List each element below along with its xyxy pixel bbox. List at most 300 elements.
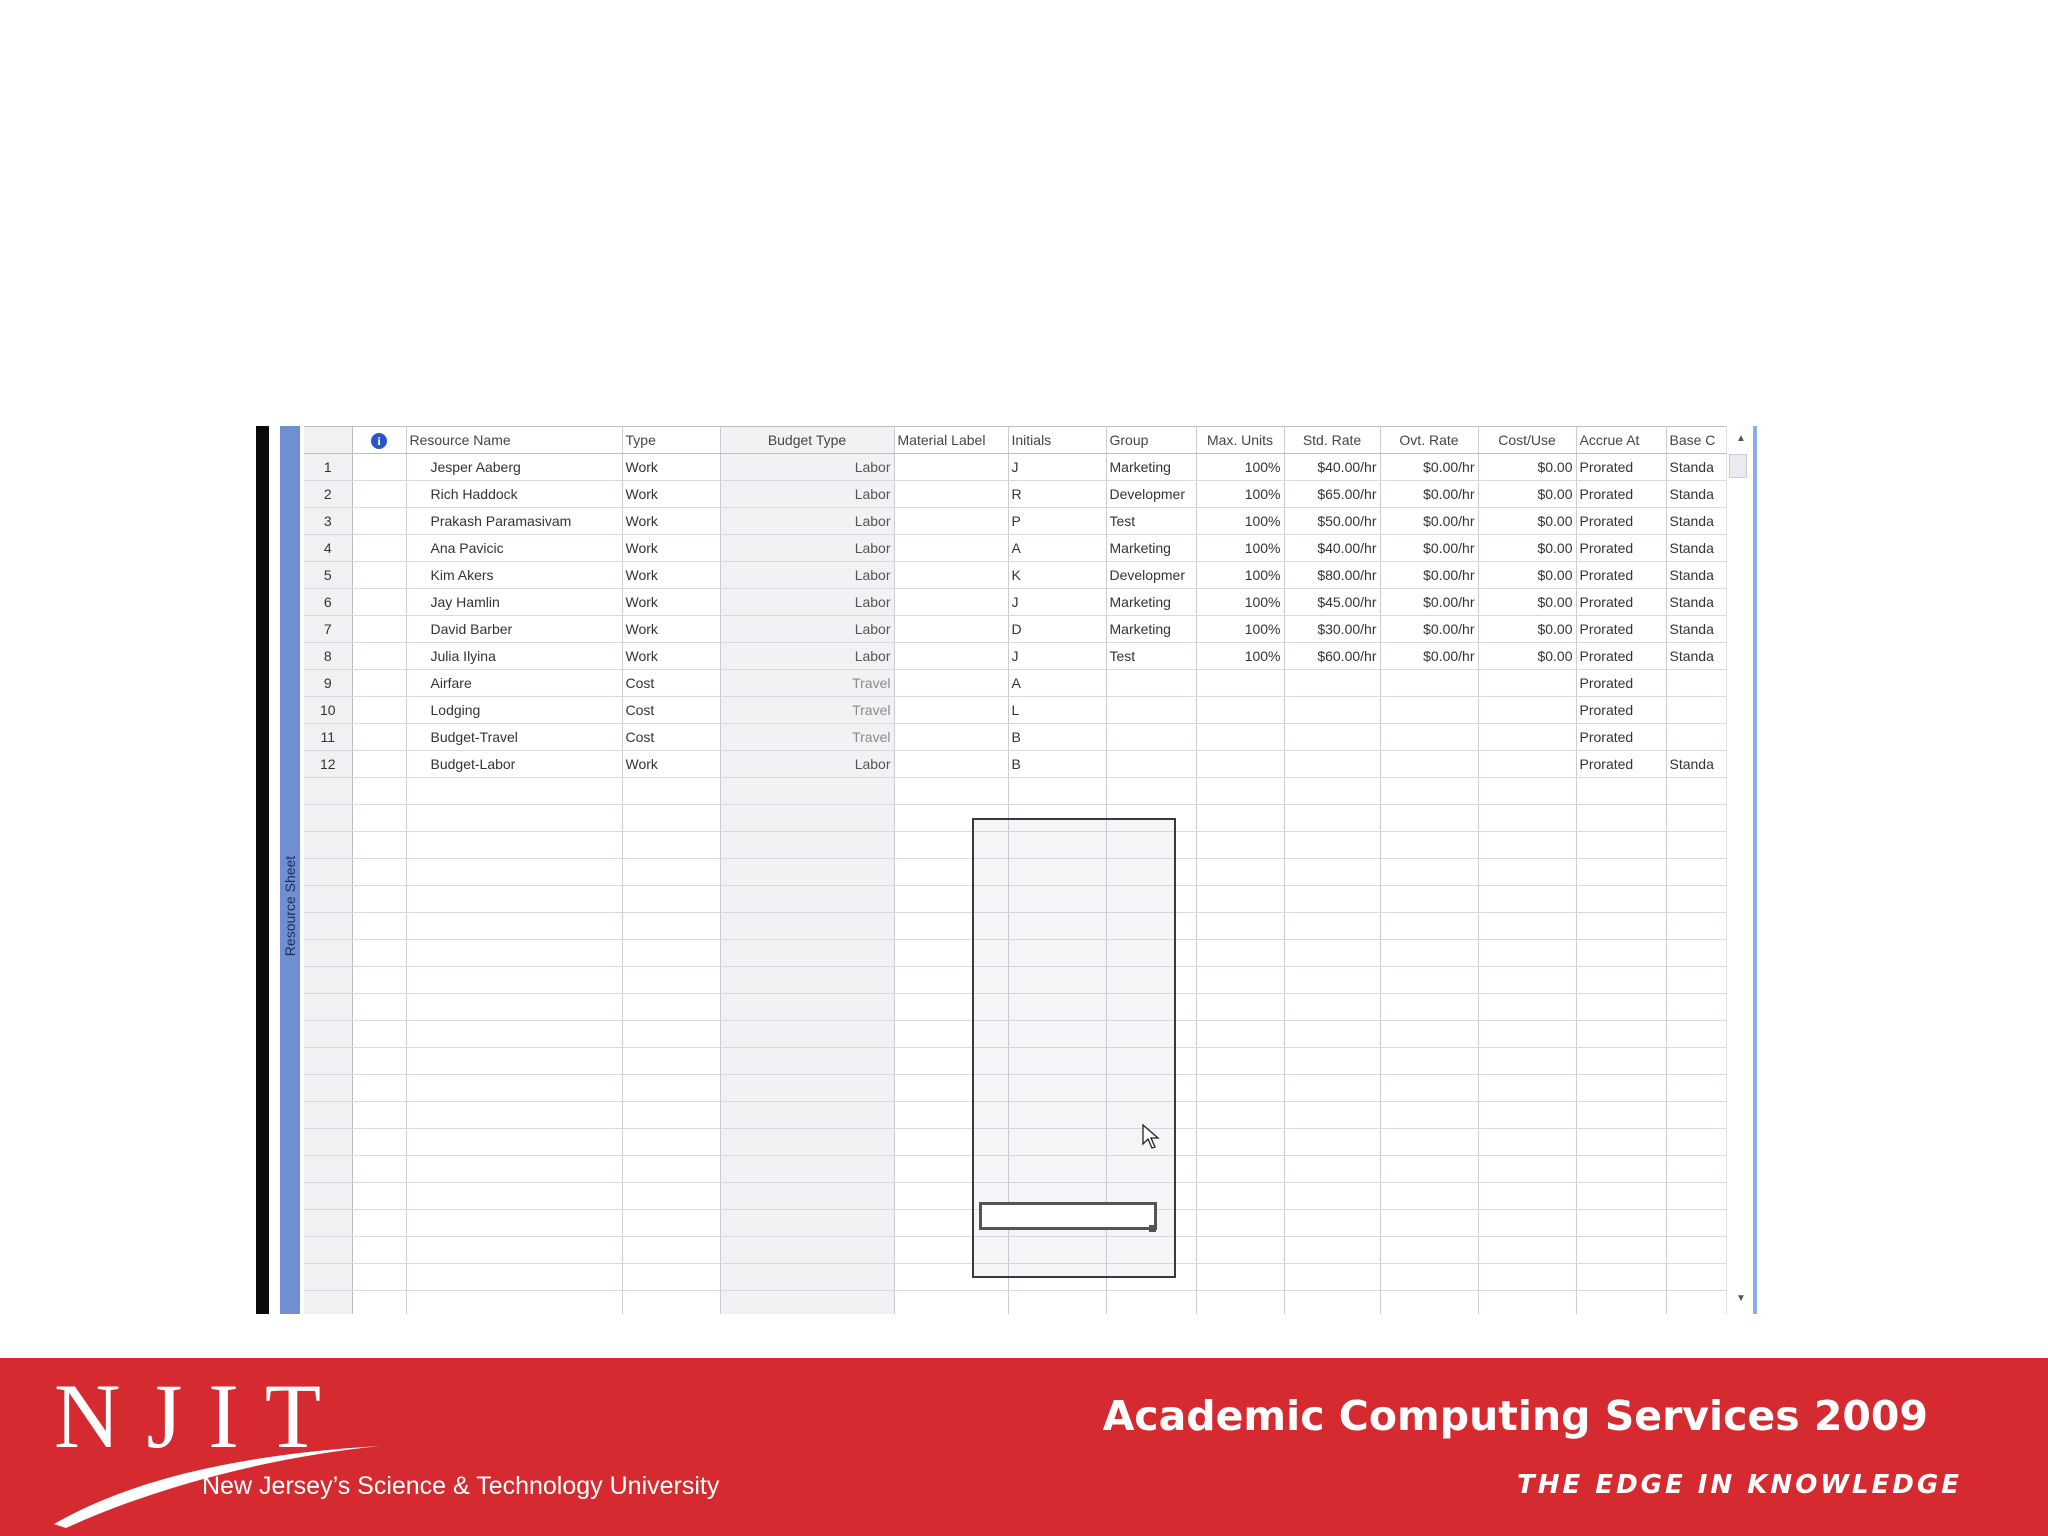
cell-group[interactable]: Developmer xyxy=(1106,562,1196,589)
cell-resource-name[interactable]: Jesper Aaberg xyxy=(406,454,622,481)
cell-material-label[interactable] xyxy=(894,967,1008,994)
cell-cost-use[interactable] xyxy=(1478,1237,1576,1264)
cell-cost-use[interactable]: $0.00 xyxy=(1478,562,1576,589)
cell-std-rate[interactable] xyxy=(1284,1183,1380,1210)
cell-resource-name[interactable]: Kim Akers xyxy=(406,562,622,589)
table-row[interactable] xyxy=(304,751,1728,778)
cell-indicators[interactable] xyxy=(352,805,406,832)
cell-type[interactable] xyxy=(622,1021,720,1048)
cell-resource-name[interactable]: Lodging xyxy=(406,697,622,724)
cell-material-label[interactable] xyxy=(894,751,1008,778)
cell-material-label[interactable] xyxy=(894,697,1008,724)
table-row[interactable] xyxy=(304,1291,1728,1315)
cell-max-units[interactable] xyxy=(1196,1156,1284,1183)
cell-cost-use[interactable]: $0.00 xyxy=(1478,454,1576,481)
cell-resource-name[interactable]: Ana Pavicic xyxy=(406,535,622,562)
cell-indicators[interactable] xyxy=(352,616,406,643)
cell-group[interactable] xyxy=(1106,1264,1196,1291)
cell-budget-type[interactable]: Travel xyxy=(720,697,894,724)
column-header-base-calendar[interactable]: Base C xyxy=(1666,427,1728,454)
cell-budget-type[interactable] xyxy=(720,1129,894,1156)
cell-max-units[interactable]: 100% xyxy=(1196,481,1284,508)
row-number[interactable] xyxy=(304,1129,352,1156)
column-header-max-units[interactable]: Max. Units xyxy=(1196,427,1284,454)
cell-indicators[interactable] xyxy=(352,1183,406,1210)
cell-indicators[interactable] xyxy=(352,1048,406,1075)
cell-base-calendar[interactable] xyxy=(1666,886,1728,913)
cell-std-rate[interactable] xyxy=(1284,751,1380,778)
table-row[interactable] xyxy=(304,778,1728,805)
cell-cost-use[interactable] xyxy=(1478,832,1576,859)
cell-initials[interactable] xyxy=(1008,994,1106,1021)
cell-material-label[interactable] xyxy=(894,994,1008,1021)
cell-accrue-at[interactable] xyxy=(1576,1048,1666,1075)
cell-material-label[interactable] xyxy=(894,535,1008,562)
cell-cost-use[interactable] xyxy=(1478,1210,1576,1237)
cell-type[interactable] xyxy=(622,1048,720,1075)
cell-group[interactable] xyxy=(1106,697,1196,724)
cell-group[interactable] xyxy=(1106,967,1196,994)
cell-resource-name[interactable]: David Barber xyxy=(406,616,622,643)
table-row[interactable] xyxy=(304,886,1728,913)
cell-accrue-at[interactable] xyxy=(1576,1129,1666,1156)
table-row[interactable] xyxy=(304,940,1728,967)
table-row[interactable] xyxy=(304,1048,1728,1075)
cell-base-calendar[interactable]: Standa xyxy=(1666,508,1728,535)
cell-accrue-at[interactable] xyxy=(1576,994,1666,1021)
cell-budget-type[interactable] xyxy=(720,1264,894,1291)
cell-cost-use[interactable] xyxy=(1478,805,1576,832)
cell-indicators[interactable] xyxy=(352,535,406,562)
cell-resource-name[interactable] xyxy=(406,913,622,940)
cell-type[interactable] xyxy=(622,832,720,859)
cell-ovt-rate[interactable]: $0.00/hr xyxy=(1380,508,1478,535)
cell-material-label[interactable] xyxy=(894,1048,1008,1075)
cell-initials[interactable] xyxy=(1008,859,1106,886)
table-row[interactable] xyxy=(304,1237,1728,1264)
table-row[interactable] xyxy=(304,1102,1728,1129)
table-row[interactable] xyxy=(304,481,1728,508)
table-row[interactable] xyxy=(304,913,1728,940)
cell-cost-use[interactable]: $0.00 xyxy=(1478,616,1576,643)
cell-max-units[interactable] xyxy=(1196,778,1284,805)
cell-std-rate[interactable] xyxy=(1284,1291,1380,1315)
cell-type[interactable] xyxy=(622,1264,720,1291)
cell-cost-use[interactable] xyxy=(1478,886,1576,913)
cell-budget-type[interactable] xyxy=(720,1210,894,1237)
cell-cost-use[interactable] xyxy=(1478,913,1576,940)
cell-max-units[interactable] xyxy=(1196,1102,1284,1129)
cell-cost-use[interactable] xyxy=(1478,1102,1576,1129)
cell-std-rate[interactable]: $65.00/hr xyxy=(1284,481,1380,508)
cell-initials[interactable] xyxy=(1008,1102,1106,1129)
cell-initials[interactable] xyxy=(1008,913,1106,940)
cell-std-rate[interactable]: $30.00/hr xyxy=(1284,616,1380,643)
cell-group[interactable] xyxy=(1106,751,1196,778)
column-header-accrue-at[interactable]: Accrue At xyxy=(1576,427,1666,454)
cell-std-rate[interactable] xyxy=(1284,1102,1380,1129)
cell-ovt-rate[interactable] xyxy=(1380,940,1478,967)
cell-indicators[interactable] xyxy=(352,967,406,994)
cell-type[interactable] xyxy=(622,1129,720,1156)
row-number[interactable]: 9 xyxy=(304,670,352,697)
cell-base-calendar[interactable] xyxy=(1666,1264,1728,1291)
cell-ovt-rate[interactable] xyxy=(1380,967,1478,994)
cell-group[interactable] xyxy=(1106,1021,1196,1048)
cell-type[interactable] xyxy=(622,1291,720,1315)
table-row[interactable] xyxy=(304,1021,1728,1048)
cell-cost-use[interactable] xyxy=(1478,1156,1576,1183)
cell-max-units[interactable] xyxy=(1196,724,1284,751)
cell-group[interactable]: Test xyxy=(1106,508,1196,535)
cell-group[interactable] xyxy=(1106,1156,1196,1183)
cell-budget-type[interactable] xyxy=(720,1075,894,1102)
cell-accrue-at[interactable]: Prorated xyxy=(1576,535,1666,562)
cell-accrue-at[interactable]: Prorated xyxy=(1576,508,1666,535)
cell-initials[interactable] xyxy=(1008,886,1106,913)
row-number[interactable]: 3 xyxy=(304,508,352,535)
table-row[interactable] xyxy=(304,454,1728,481)
cell-cost-use[interactable] xyxy=(1478,778,1576,805)
cell-cost-use[interactable] xyxy=(1478,1129,1576,1156)
cell-type[interactable]: Cost xyxy=(622,724,720,751)
cell-initials[interactable]: K xyxy=(1008,562,1106,589)
row-number[interactable] xyxy=(304,832,352,859)
cell-base-calendar[interactable]: Standa xyxy=(1666,562,1728,589)
table-row[interactable] xyxy=(304,859,1728,886)
cell-accrue-at[interactable] xyxy=(1576,778,1666,805)
cell-material-label[interactable] xyxy=(894,886,1008,913)
cell-accrue-at[interactable]: Prorated xyxy=(1576,724,1666,751)
cell-indicators[interactable] xyxy=(352,1129,406,1156)
cell-cost-use[interactable]: $0.00 xyxy=(1478,508,1576,535)
cell-max-units[interactable] xyxy=(1196,832,1284,859)
cell-initials[interactable]: L xyxy=(1008,697,1106,724)
cell-cost-use[interactable]: $0.00 xyxy=(1478,481,1576,508)
cell-cost-use[interactable] xyxy=(1478,994,1576,1021)
cell-cost-use[interactable] xyxy=(1478,859,1576,886)
cell-group[interactable] xyxy=(1106,913,1196,940)
cell-cost-use[interactable] xyxy=(1478,1291,1576,1315)
cell-group[interactable] xyxy=(1106,724,1196,751)
cell-group[interactable]: Marketing xyxy=(1106,535,1196,562)
cell-initials[interactable]: B xyxy=(1008,724,1106,751)
cell-indicators[interactable] xyxy=(352,724,406,751)
table-row[interactable] xyxy=(304,508,1728,535)
cell-std-rate[interactable] xyxy=(1284,1210,1380,1237)
cell-accrue-at[interactable] xyxy=(1576,913,1666,940)
cell-resource-name[interactable] xyxy=(406,1075,622,1102)
cell-resource-name[interactable] xyxy=(406,1021,622,1048)
cell-type[interactable] xyxy=(622,859,720,886)
cell-budget-type[interactable] xyxy=(720,859,894,886)
cell-initials[interactable] xyxy=(1008,778,1106,805)
cell-indicators[interactable] xyxy=(352,562,406,589)
cell-ovt-rate[interactable]: $0.00/hr xyxy=(1380,481,1478,508)
cell-group[interactable] xyxy=(1106,778,1196,805)
cell-resource-name[interactable] xyxy=(406,886,622,913)
cell-budget-type[interactable]: Labor xyxy=(720,562,894,589)
cell-resource-name[interactable] xyxy=(406,1210,622,1237)
table-row[interactable] xyxy=(304,994,1728,1021)
cell-ovt-rate[interactable] xyxy=(1380,778,1478,805)
cell-type[interactable]: Work xyxy=(622,481,720,508)
cell-ovt-rate[interactable] xyxy=(1380,697,1478,724)
cell-ovt-rate[interactable] xyxy=(1380,751,1478,778)
cell-accrue-at[interactable] xyxy=(1576,940,1666,967)
cell-material-label[interactable] xyxy=(894,1021,1008,1048)
cell-accrue-at[interactable]: Prorated xyxy=(1576,751,1666,778)
cell-ovt-rate[interactable]: $0.00/hr xyxy=(1380,616,1478,643)
cell-material-label[interactable] xyxy=(894,805,1008,832)
scroll-down-icon[interactable]: ▼ xyxy=(1736,1293,1746,1304)
cell-ovt-rate[interactable] xyxy=(1380,1075,1478,1102)
cell-initials[interactable] xyxy=(1008,1129,1106,1156)
table-row[interactable] xyxy=(304,1264,1728,1291)
cell-resource-name[interactable] xyxy=(406,832,622,859)
cell-budget-type[interactable]: Labor xyxy=(720,616,894,643)
cell-std-rate[interactable] xyxy=(1284,724,1380,751)
cell-base-calendar[interactable] xyxy=(1666,913,1728,940)
cell-base-calendar[interactable] xyxy=(1666,724,1728,751)
cell-material-label[interactable] xyxy=(894,1075,1008,1102)
row-number[interactable] xyxy=(304,1102,352,1129)
cell-base-calendar[interactable] xyxy=(1666,1102,1728,1129)
cell-ovt-rate[interactable] xyxy=(1380,724,1478,751)
cell-indicators[interactable] xyxy=(352,994,406,1021)
cell-cost-use[interactable]: $0.00 xyxy=(1478,643,1576,670)
cell-type[interactable]: Work xyxy=(622,589,720,616)
scroll-thumb[interactable] xyxy=(1729,454,1747,478)
cell-accrue-at[interactable]: Prorated xyxy=(1576,562,1666,589)
cell-ovt-rate[interactable] xyxy=(1380,1048,1478,1075)
cell-max-units[interactable]: 100% xyxy=(1196,454,1284,481)
cell-base-calendar[interactable] xyxy=(1666,832,1728,859)
cell-max-units[interactable] xyxy=(1196,751,1284,778)
cell-type[interactable]: Cost xyxy=(622,670,720,697)
cell-material-label[interactable] xyxy=(894,508,1008,535)
cell-ovt-rate[interactable] xyxy=(1380,1291,1478,1315)
table-row[interactable] xyxy=(304,1156,1728,1183)
column-header-std-rate[interactable]: Std. Rate xyxy=(1284,427,1380,454)
cell-resource-name[interactable] xyxy=(406,1183,622,1210)
row-number[interactable] xyxy=(304,805,352,832)
cell-ovt-rate[interactable] xyxy=(1380,832,1478,859)
cell-resource-name[interactable] xyxy=(406,778,622,805)
cell-std-rate[interactable]: $40.00/hr xyxy=(1284,454,1380,481)
cell-initials[interactable]: A xyxy=(1008,670,1106,697)
cell-base-calendar[interactable] xyxy=(1666,1291,1728,1315)
cell-accrue-at[interactable] xyxy=(1576,1264,1666,1291)
cell-cost-use[interactable] xyxy=(1478,940,1576,967)
table-row[interactable] xyxy=(304,562,1728,589)
cell-initials[interactable]: A xyxy=(1008,535,1106,562)
cell-type[interactable]: Work xyxy=(622,751,720,778)
cell-indicators[interactable] xyxy=(352,778,406,805)
cell-type[interactable] xyxy=(622,1210,720,1237)
cell-group[interactable] xyxy=(1106,859,1196,886)
cell-ovt-rate[interactable] xyxy=(1380,1237,1478,1264)
vertical-scrollbar[interactable] xyxy=(1726,426,1757,1314)
cell-max-units[interactable]: 100% xyxy=(1196,643,1284,670)
cell-type[interactable]: Work xyxy=(622,562,720,589)
cell-ovt-rate[interactable] xyxy=(1380,1102,1478,1129)
cell-budget-type[interactable] xyxy=(720,967,894,994)
indicators-column-header[interactable] xyxy=(352,427,406,454)
cell-material-label[interactable] xyxy=(894,643,1008,670)
cell-group[interactable] xyxy=(1106,886,1196,913)
cell-initials[interactable] xyxy=(1008,1075,1106,1102)
cell-initials[interactable]: J xyxy=(1008,589,1106,616)
cell-max-units[interactable]: 100% xyxy=(1196,535,1284,562)
cell-material-label[interactable] xyxy=(894,616,1008,643)
cell-accrue-at[interactable]: Prorated xyxy=(1576,697,1666,724)
cell-material-label[interactable] xyxy=(894,562,1008,589)
cell-std-rate[interactable] xyxy=(1284,1021,1380,1048)
column-header-resource-name[interactable]: Resource Name xyxy=(406,427,622,454)
cell-ovt-rate[interactable]: $0.00/hr xyxy=(1380,643,1478,670)
cell-budget-type[interactable]: Labor xyxy=(720,643,894,670)
cell-max-units[interactable] xyxy=(1196,1129,1284,1156)
row-number[interactable] xyxy=(304,1210,352,1237)
cell-ovt-rate[interactable]: $0.00/hr xyxy=(1380,454,1478,481)
cell-base-calendar[interactable] xyxy=(1666,1075,1728,1102)
cell-std-rate[interactable]: $80.00/hr xyxy=(1284,562,1380,589)
table-row[interactable] xyxy=(304,535,1728,562)
cell-accrue-at[interactable] xyxy=(1576,1183,1666,1210)
column-header-budget-type[interactable]: Budget Type xyxy=(720,427,894,454)
cell-base-calendar[interactable] xyxy=(1666,1048,1728,1075)
row-number[interactable]: 8 xyxy=(304,643,352,670)
cell-budget-type[interactable]: Labor xyxy=(720,535,894,562)
table-row[interactable] xyxy=(304,1075,1728,1102)
row-number[interactable]: 1 xyxy=(304,454,352,481)
cell-resource-name[interactable] xyxy=(406,859,622,886)
cell-accrue-at[interactable] xyxy=(1576,1237,1666,1264)
cell-initials[interactable] xyxy=(1008,940,1106,967)
cell-budget-type[interactable] xyxy=(720,832,894,859)
cell-material-label[interactable] xyxy=(894,481,1008,508)
cell-std-rate[interactable] xyxy=(1284,697,1380,724)
cell-base-calendar[interactable]: Standa xyxy=(1666,643,1728,670)
cell-indicators[interactable] xyxy=(352,1264,406,1291)
cell-group[interactable] xyxy=(1106,1048,1196,1075)
cell-indicators[interactable] xyxy=(352,1102,406,1129)
cell-indicators[interactable] xyxy=(352,670,406,697)
active-cell[interactable] xyxy=(979,1202,1157,1230)
cell-base-calendar[interactable] xyxy=(1666,1021,1728,1048)
cell-cost-use[interactable] xyxy=(1478,724,1576,751)
cell-max-units[interactable] xyxy=(1196,1021,1284,1048)
cell-material-label[interactable] xyxy=(894,1291,1008,1315)
row-number[interactable] xyxy=(304,994,352,1021)
fill-handle[interactable] xyxy=(1149,1225,1156,1232)
cell-base-calendar[interactable]: Standa xyxy=(1666,454,1728,481)
cell-max-units[interactable]: 100% xyxy=(1196,562,1284,589)
cell-budget-type[interactable]: Travel xyxy=(720,670,894,697)
cell-type[interactable] xyxy=(622,1237,720,1264)
cell-budget-type[interactable] xyxy=(720,1048,894,1075)
row-number[interactable] xyxy=(304,1183,352,1210)
cell-base-calendar[interactable]: Standa xyxy=(1666,589,1728,616)
cell-group[interactable] xyxy=(1106,670,1196,697)
row-number[interactable]: 4 xyxy=(304,535,352,562)
cell-base-calendar[interactable] xyxy=(1666,697,1728,724)
cell-std-rate[interactable] xyxy=(1284,1156,1380,1183)
cell-std-rate[interactable] xyxy=(1284,670,1380,697)
cell-budget-type[interactable] xyxy=(720,778,894,805)
cell-ovt-rate[interactable] xyxy=(1380,859,1478,886)
cell-base-calendar[interactable] xyxy=(1666,1210,1728,1237)
cell-initials[interactable] xyxy=(1008,805,1106,832)
cell-base-calendar[interactable] xyxy=(1666,1237,1728,1264)
cell-std-rate[interactable] xyxy=(1284,1264,1380,1291)
cell-resource-name[interactable] xyxy=(406,1237,622,1264)
cell-base-calendar[interactable] xyxy=(1666,940,1728,967)
cell-accrue-at[interactable]: Prorated xyxy=(1576,670,1666,697)
cell-ovt-rate[interactable] xyxy=(1380,1183,1478,1210)
column-header-type[interactable]: Type xyxy=(622,427,720,454)
cell-std-rate[interactable]: $45.00/hr xyxy=(1284,589,1380,616)
cell-base-calendar[interactable]: Standa xyxy=(1666,481,1728,508)
cell-base-calendar[interactable] xyxy=(1666,859,1728,886)
cell-std-rate[interactable] xyxy=(1284,1075,1380,1102)
cell-budget-type[interactable] xyxy=(720,1102,894,1129)
cell-resource-name[interactable] xyxy=(406,805,622,832)
cell-cost-use[interactable]: $0.00 xyxy=(1478,589,1576,616)
cell-accrue-at[interactable] xyxy=(1576,1021,1666,1048)
cell-max-units[interactable] xyxy=(1196,1291,1284,1315)
cell-budget-type[interactable] xyxy=(720,1156,894,1183)
cell-indicators[interactable] xyxy=(352,589,406,616)
row-number[interactable]: 7 xyxy=(304,616,352,643)
cell-cost-use[interactable] xyxy=(1478,751,1576,778)
select-all-corner[interactable] xyxy=(304,427,352,454)
cell-budget-type[interactable]: Labor xyxy=(720,508,894,535)
cell-type[interactable]: Cost xyxy=(622,697,720,724)
cell-accrue-at[interactable] xyxy=(1576,1156,1666,1183)
cell-group[interactable] xyxy=(1106,1237,1196,1264)
cell-indicators[interactable] xyxy=(352,751,406,778)
row-number[interactable] xyxy=(304,886,352,913)
cell-type[interactable] xyxy=(622,1102,720,1129)
cell-max-units[interactable]: 100% xyxy=(1196,589,1284,616)
row-number[interactable] xyxy=(304,1291,352,1315)
cell-std-rate[interactable] xyxy=(1284,994,1380,1021)
cell-accrue-at[interactable]: Prorated xyxy=(1576,643,1666,670)
cell-type[interactable] xyxy=(622,1183,720,1210)
column-header-material-label[interactable]: Material Label xyxy=(894,427,1008,454)
cell-group[interactable]: Developmer xyxy=(1106,481,1196,508)
cell-ovt-rate[interactable] xyxy=(1380,1210,1478,1237)
cell-initials[interactable]: R xyxy=(1008,481,1106,508)
cell-resource-name[interactable]: Airfare xyxy=(406,670,622,697)
cell-resource-name[interactable] xyxy=(406,1129,622,1156)
cell-indicators[interactable] xyxy=(352,913,406,940)
cell-material-label[interactable] xyxy=(894,1102,1008,1129)
cell-std-rate[interactable] xyxy=(1284,1129,1380,1156)
cell-ovt-rate[interactable] xyxy=(1380,913,1478,940)
cell-initials[interactable] xyxy=(1008,1291,1106,1315)
cell-cost-use[interactable] xyxy=(1478,1075,1576,1102)
cell-cost-use[interactable]: $0.00 xyxy=(1478,535,1576,562)
cell-accrue-at[interactable] xyxy=(1576,859,1666,886)
cell-ovt-rate[interactable] xyxy=(1380,670,1478,697)
cell-initials[interactable]: D xyxy=(1008,616,1106,643)
cell-cost-use[interactable] xyxy=(1478,697,1576,724)
table-row[interactable] xyxy=(304,1129,1728,1156)
cell-max-units[interactable] xyxy=(1196,886,1284,913)
